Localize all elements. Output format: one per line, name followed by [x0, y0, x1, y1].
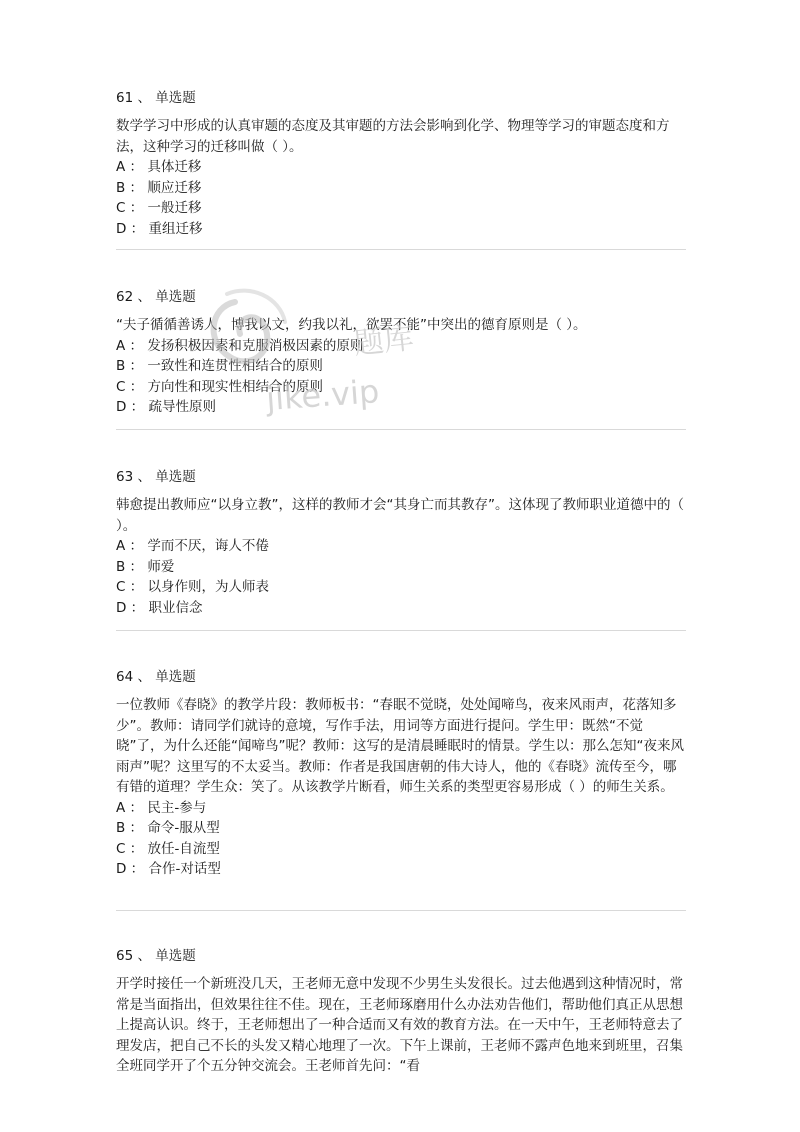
option-a[interactable]: A ： 民主-参与 — [116, 799, 207, 816]
option-a[interactable]: A ： 具体迁移 — [116, 159, 202, 175]
option-a[interactable]: A ： 学而不厌，诲人不倦 — [116, 538, 269, 554]
option-b[interactable]: B ： 命令-服从型 — [116, 820, 220, 836]
watermark-line2: jike.vip — [264, 372, 381, 418]
option-d[interactable]: D ： 疏导性原则 — [116, 399, 216, 415]
question-header: 62 、 单选题 — [116, 289, 196, 305]
option-d[interactable]: D ： 合作-对话型 — [116, 861, 221, 877]
option-b[interactable]: B ： 师爱 — [116, 558, 175, 575]
watermark-line1: 题库 — [352, 320, 416, 362]
option-b[interactable]: B ： 顺应迁移 — [116, 179, 202, 196]
question-header: 64 、 单选题 — [116, 669, 196, 685]
option-list — [116, 336, 688, 418]
question-63 — [116, 467, 688, 618]
option-a[interactable]: A ： 发扬积极因素和克服消极因素的原则 — [116, 337, 364, 354]
question-61 — [116, 88, 688, 239]
option-c[interactable]: C ： 方向性和现实性相结合的原则 — [116, 378, 324, 395]
option-list — [116, 536, 688, 618]
question-62 — [116, 287, 688, 418]
question-stem: “夫子循循善诱人，博我以文，约我以礼，欲罢不能”中突出的德育原则是（ ）。 — [116, 317, 587, 333]
option-b[interactable]: B ： 一致性和连贯性相结合的原则 — [116, 358, 323, 374]
question-stem: 开学时接任一个新班没几天，王老师无意中发现不少男生头发很长。过去他遇到这种情况时，常常是当面指出，但效果往往不佳。现在，王老师琢磨用什么办法劝告他们，帮助他们真正从思想上提高认识。终于，王老师想出了一种合适而又有效的教育方法。在一天中午，王老师特意去了理发店，把自己不长的头发又精心地理了一次。下午上课前，王老师不露声色地来到班里，召集全班同学开了个五分钟交流会。王老师首先问：“看 — [116, 976, 683, 1074]
question-header: 65 、 单选题 — [116, 948, 196, 964]
option-list — [116, 157, 688, 239]
question-header: 63 、 单选题 — [116, 469, 196, 485]
question-stem: 韩愈提出教师应“以身立教”，这样的教师才会“其身亡而其教存”。这体现了教师职业道德中的（ ）。 — [116, 497, 684, 534]
option-d[interactable]: D ： 重组迁移 — [116, 220, 203, 237]
question-stem: 数学学习中形成的认真审题的态度及其审题的方法会影响到化学、物理等学习的审题态度和方法，这种学习的迁移叫做（ ）。 — [116, 118, 670, 155]
divider — [116, 910, 686, 911]
option-list — [116, 798, 688, 880]
question-stem: 一位教师《春晓》的教学片段：教师板书：“春眠不觉晓，处处闻啼鸟，夜来风雨声，花落知多少”。教师：请同学们就诗的意境，写作手法，用词等方面进行提问。学生甲：既然“不觉晓”了，为什么还能“闻啼鸟”呢？教师：这写的是清晨睡眠时的情景。学生以：那么怎知“夜来风雨声”呢？这里写的不太妥当。教师：作者是我国唐朝的伟大诗人，他的《春晓》流传至今，哪有错的道理？学生众：笑了。从该教学片断看，师生关系的类型更容易形成（ ）的师生关系。 — [116, 697, 684, 795]
divider — [116, 249, 686, 250]
question-header: 61 、 单选题 — [116, 90, 196, 106]
divider — [116, 630, 686, 631]
option-d[interactable]: D ： 职业信念 — [116, 599, 203, 616]
divider — [116, 429, 686, 430]
option-c[interactable]: C ： 放任-自流型 — [116, 840, 220, 857]
question-64 — [116, 667, 688, 880]
option-c[interactable]: C ： 以身作则，为人师表 — [116, 579, 270, 595]
question-65 — [116, 946, 688, 1077]
option-c[interactable]: C ： 一般迁移 — [116, 200, 202, 216]
